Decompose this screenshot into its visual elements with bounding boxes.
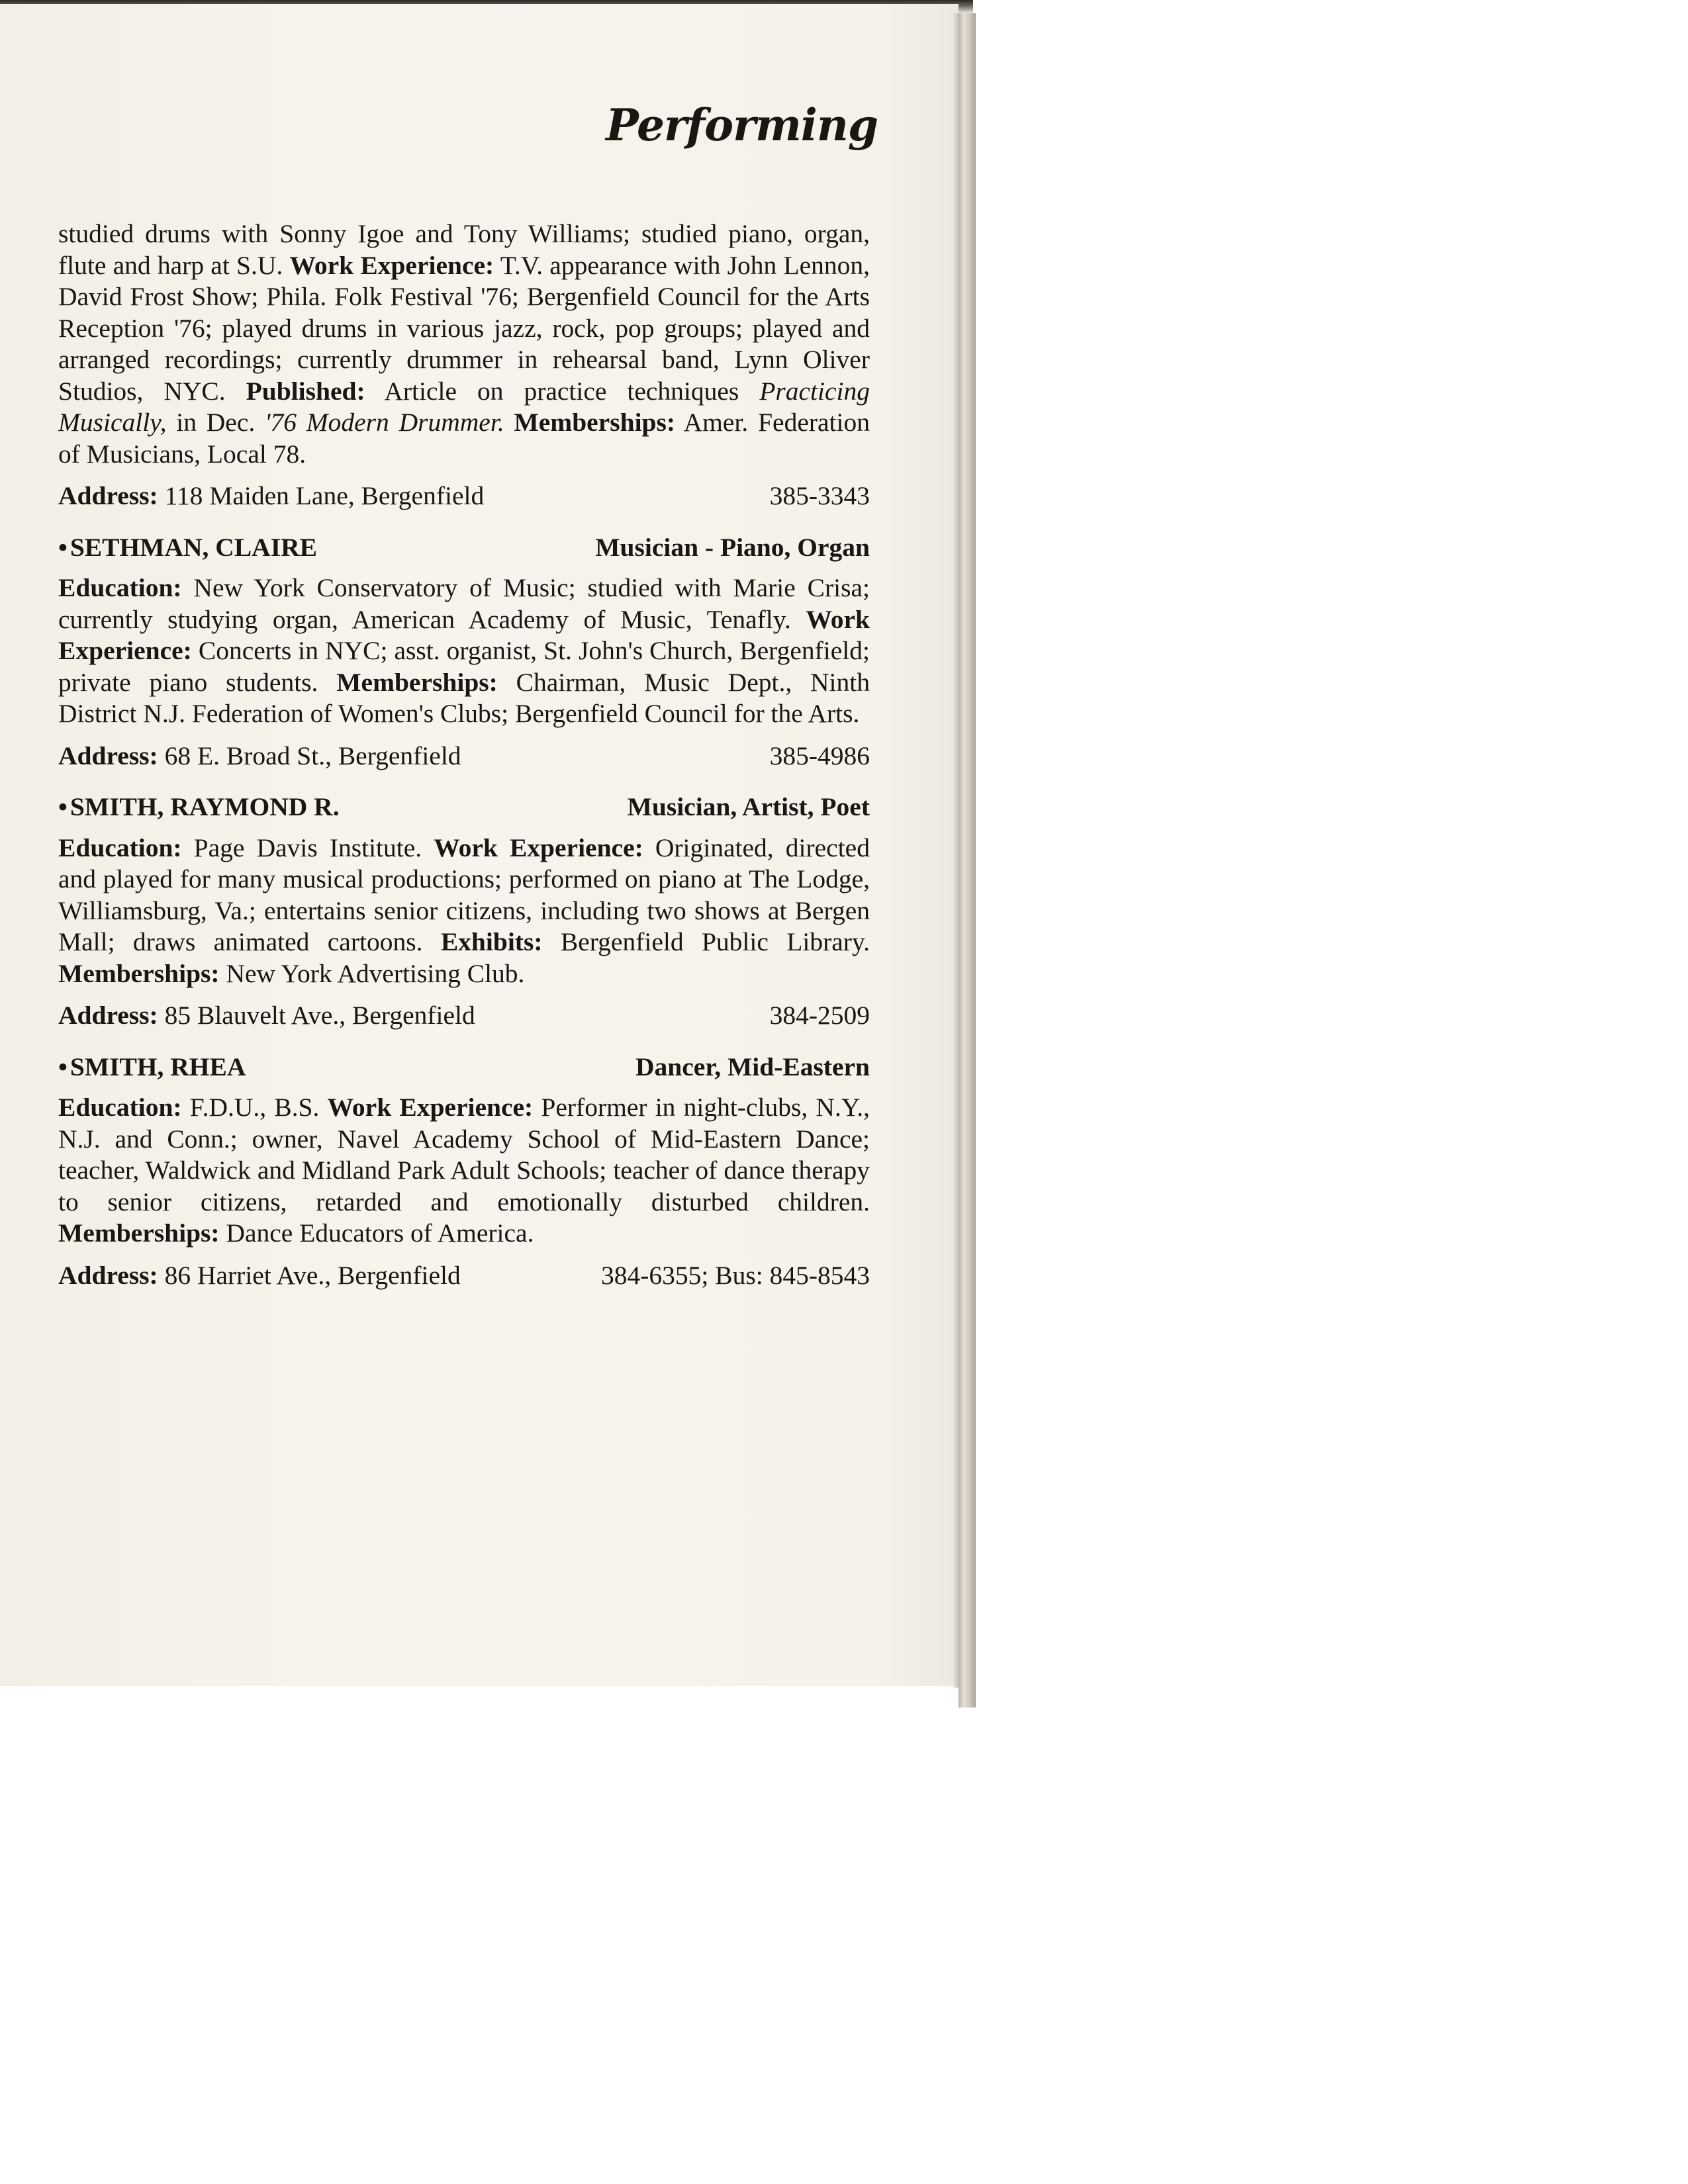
address-text: 85 Blauvelt Ave., Bergenfield bbox=[158, 1001, 475, 1030]
section-title: Performing bbox=[606, 99, 878, 151]
entry-occupation: Musician, Artist, Poet bbox=[627, 792, 870, 821]
work-text: T.V. appearance with John Lennon, David Frost Show; Phila. Folk Festival '76; Bergenfield Council for the Arts Reception '76; played drums in various jazz, rock, pop groups; played and arranged recordings; currently drummer in rehearsal band, Lynn Oliver Studios, NYC. bbox=[58, 250, 870, 406]
entry-name: • SETHMAN, CLAIRE bbox=[58, 532, 317, 564]
address-label: Address: bbox=[58, 1001, 158, 1030]
memberships-text: Dance Educators of America. bbox=[219, 1218, 534, 1248]
address-label: Address: bbox=[58, 481, 158, 510]
work-text: Performer in night-clubs, N.Y., N.J. and Conn.; owner, Navel Academy School of Mid-Eastern Dance; teacher, Waldwick and Midland Park Adult Schools; teacher of dance therapy to senior citizens, retarded and emotionally disturbed children. bbox=[58, 1093, 870, 1216]
exhibits-text: Bergenfield Public Library. bbox=[542, 927, 870, 956]
address bbox=[58, 741, 461, 772]
memberships-label: Memberships: bbox=[336, 667, 498, 697]
memberships-label: Memberships: bbox=[58, 958, 220, 988]
continued-entry bbox=[58, 218, 870, 512]
page-edge bbox=[959, 13, 976, 1707]
memberships-text: Chairman, Music Dept., Ninth District N.J. Federation of Women's Clubs; Bergenfield Council for the Arts. bbox=[58, 667, 870, 728]
phone: 385-4986 bbox=[769, 741, 870, 770]
memberships-label: Memberships: bbox=[504, 408, 676, 437]
work-label: Work Experience: bbox=[434, 833, 643, 862]
memberships-label: Memberships: bbox=[58, 1218, 220, 1248]
published-label: Published: bbox=[246, 376, 365, 406]
entry-body bbox=[58, 833, 870, 990]
directory-entry bbox=[58, 1052, 870, 1292]
entry-name: • SMITH, RAYMOND R. bbox=[58, 792, 340, 823]
education-text: New York Conservatory of Music; studied with Marie Crisa; currently studying organ, American Academy of Music, Tenafly. bbox=[58, 573, 870, 634]
entry-body bbox=[58, 1092, 870, 1250]
education-label: Education: bbox=[58, 1093, 182, 1122]
memberships-text: New York Advertising Club. bbox=[219, 958, 525, 988]
entry-occupation: Dancer, Mid-Eastern bbox=[635, 1052, 870, 1081]
address-line bbox=[58, 480, 870, 512]
published-title: '76 Modern Drummer. bbox=[265, 408, 504, 437]
directory-content bbox=[58, 218, 870, 1311]
address bbox=[58, 480, 484, 512]
memberships-text: Amer. Federation of Musicians, Local 78. bbox=[58, 408, 870, 469]
published-text: in Dec. bbox=[166, 408, 265, 437]
work-text: Originated, directed and played for many musical productions; performed on piano at The Lodge, Williamsburg, Va.; entertains senior citizens, including two shows at Bergen Mall; draws animated cartoons. bbox=[58, 833, 870, 956]
entry-header bbox=[58, 792, 870, 823]
address-line bbox=[58, 1260, 870, 1292]
exhibits-label: Exhibits: bbox=[440, 927, 543, 956]
address-line bbox=[58, 741, 870, 772]
published-text: Article on practice techniques bbox=[365, 376, 760, 406]
work-label: Work Experience: bbox=[289, 250, 494, 280]
education-label: Education: bbox=[58, 573, 182, 602]
address bbox=[58, 1000, 475, 1032]
directory-entry bbox=[58, 792, 870, 1032]
address bbox=[58, 1260, 461, 1292]
address-text: 118 Maiden Lane, Bergenfield bbox=[158, 481, 485, 510]
entry-text: studied drums with Sonny Igoe and Tony Williams; studied piano, organ, flute and harp at S.U. bbox=[58, 219, 870, 280]
phone: 385-3343 bbox=[769, 481, 870, 510]
directory-entry bbox=[58, 532, 870, 772]
education-text: F.D.U., B.S. bbox=[181, 1093, 328, 1122]
address-label: Address: bbox=[58, 1260, 158, 1290]
page-edge-inner bbox=[953, 13, 959, 1688]
address-line bbox=[58, 1000, 870, 1032]
phone: 384-2509 bbox=[769, 1001, 870, 1030]
published-title: Practicing Musically, bbox=[58, 376, 870, 437]
entry-header bbox=[58, 1052, 870, 1083]
phone: 384-6355; Bus: 845-8543 bbox=[601, 1260, 870, 1290]
continued-entry-body bbox=[58, 218, 870, 470]
entry-name: • SMITH, RHEA bbox=[58, 1052, 246, 1083]
entry-header bbox=[58, 532, 870, 564]
address-label: Address: bbox=[58, 741, 158, 770]
address-text: 86 Harriet Ave., Bergenfield bbox=[158, 1260, 461, 1290]
work-label: Work Experience: bbox=[327, 1093, 534, 1122]
work-label: Work Experience: bbox=[58, 604, 870, 665]
education-label: Education: bbox=[58, 833, 182, 862]
entry-occupation: Musician - Piano, Organ bbox=[595, 532, 870, 562]
entry-body bbox=[58, 572, 870, 730]
address-text: 68 E. Broad St., Bergenfield bbox=[158, 741, 461, 770]
education-text: Page Davis Institute. bbox=[181, 833, 434, 862]
work-text: Concerts in NYC; asst. organist, St. John's Church, Bergenfield; private piano students. bbox=[58, 636, 870, 697]
